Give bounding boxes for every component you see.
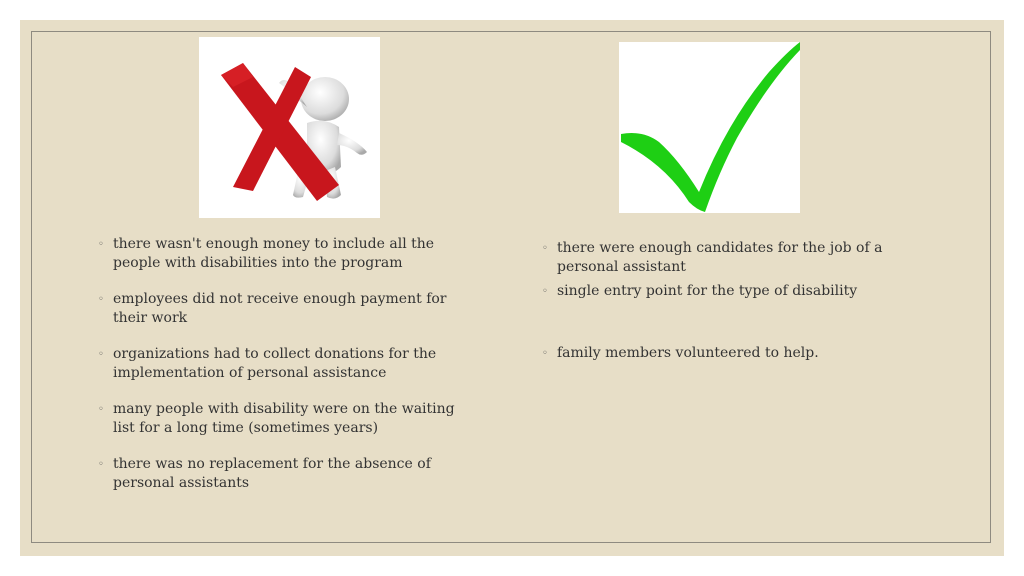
bullet-icon: ◦ [542,348,548,359]
list-item-text: many people with disability were on the waiting list for a long time (sometimes years) [113,401,455,436]
bullet-icon: ◦ [98,239,104,250]
list-item [542,239,922,282]
list-item [542,282,922,344]
green-check-image [619,42,800,213]
bullet-icon: ◦ [98,459,104,470]
green-checkmark-icon [619,42,800,213]
list-item-text: there were enough candidates for the job of a personal assistant [557,240,883,275]
red-x-with-figure-icon [199,37,380,218]
bullet-icon: ◦ [542,243,548,254]
list-item [98,290,478,327]
list-item [98,455,478,492]
bullet-icon: ◦ [98,349,104,360]
drawbacks-list [98,235,478,510]
list-item-text: family members volunteered to help. [557,345,819,361]
bullet-icon: ◦ [98,404,104,415]
list-item [542,344,922,363]
list-item-text: organizations had to collect donations for the implementation of personal assistance [113,346,437,381]
benefits-list [542,239,922,363]
list-item [98,400,478,437]
list-item [98,345,478,382]
bullet-icon: ◦ [542,286,548,297]
list-item-text: employees did not receive enough payment for their work [113,291,447,326]
list-item-text: single entry point for the type of disability [557,283,858,299]
list-item [98,235,478,272]
red-x-image [199,37,380,218]
bullet-icon: ◦ [98,294,104,305]
list-item-text: there was no replacement for the absence of personal assistants [113,456,431,491]
slide [20,20,1004,556]
list-item-text: there wasn't enough money to include all the people with disabilities into the program [113,236,435,271]
